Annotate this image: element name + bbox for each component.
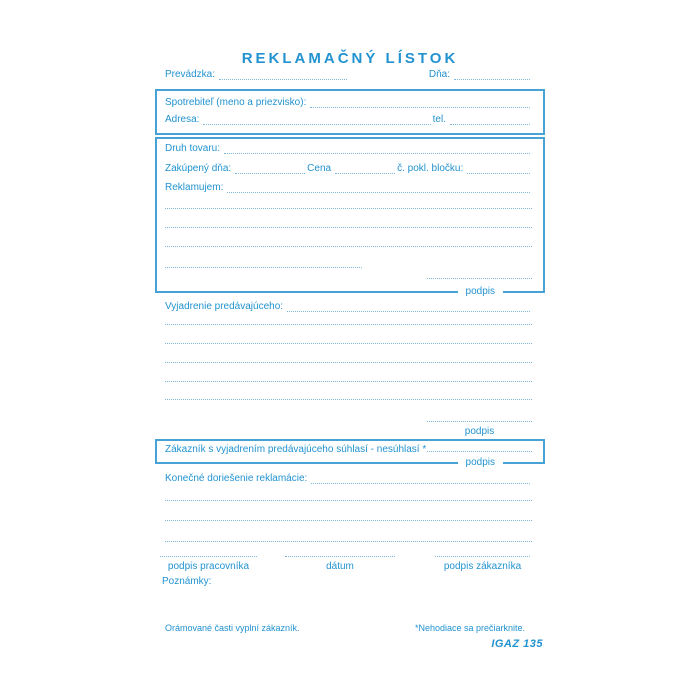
agreement-signature-line [427, 451, 532, 452]
adresa-fill-line [203, 115, 430, 125]
seller-write-line [165, 381, 532, 382]
worker-signature-label: podpis pracovníka [167, 561, 250, 572]
vyjadrenie-label: Vyjadrenie predávajúceho: [165, 301, 284, 312]
reklamujem-label: Reklamujem: [165, 182, 224, 193]
spotrebitel-fill-line [310, 98, 530, 108]
page-title: REKLAMAČNÝ LÍSTOK [241, 50, 459, 67]
form-content [155, 0, 545, 700]
pokl-blocku-label: č. pokl. bločku: [397, 163, 464, 174]
pokl-blocku-fill-line [467, 164, 530, 174]
tel-fill-line [450, 115, 530, 125]
vyjadrenie-fill-line [287, 302, 530, 312]
footer-right-note: *Nehodiace sa prečiarknite. [415, 623, 526, 633]
cena-fill-line [335, 164, 395, 174]
seller-write-line [165, 399, 532, 400]
consumer-box [155, 89, 545, 135]
purchase-row [165, 163, 532, 175]
druh-tovaru-fill-line [224, 144, 530, 154]
tel-label: tel. [432, 114, 446, 125]
complaint-write-line-short [165, 267, 362, 268]
konecne-doriesenie-label: Konečné doriešenie reklamácie: [165, 473, 308, 484]
operation-date-row [165, 69, 532, 81]
resolution-write-line [165, 500, 532, 501]
spotrebitel-label: Spotrebiteľ (meno a priezvisko): [165, 97, 307, 108]
seller-signature-line [427, 421, 532, 422]
complaint-write-line [165, 227, 532, 228]
seller-write-line [165, 362, 532, 363]
resolution-write-line [165, 541, 532, 542]
worker-signature-line [160, 556, 257, 557]
complaint-write-line [165, 246, 532, 247]
konecne-fill-line [311, 474, 530, 484]
seller-statement-row [165, 301, 532, 313]
dna-label: Dňa: [428, 69, 450, 80]
dna-fill-line [454, 70, 530, 80]
cena-label: Cena [307, 163, 332, 174]
date-line [285, 556, 395, 557]
druh-tovaru-label: Druh tovaru: [165, 143, 221, 154]
reklamujem-fill-line [227, 183, 530, 193]
podpis-label: podpis [458, 456, 503, 469]
form-id: IGAZ 135 [491, 638, 543, 650]
complaint-write-line [165, 208, 532, 209]
podpis-label: podpis [464, 426, 495, 437]
customer-signature-label: podpis zákazníka [443, 561, 522, 572]
consumer-address-row [165, 114, 532, 126]
customer-signature-line [435, 556, 530, 557]
reklamujem-row [165, 182, 532, 194]
date-label: dátum [326, 561, 354, 572]
goods-type-row [165, 143, 532, 155]
prevadzka-label: Prevádzka: [165, 69, 216, 80]
agreement-box [155, 439, 545, 468]
footer-left-note: Orámované časti vyplní zákazník. [165, 623, 300, 633]
final-resolution-row [165, 473, 532, 485]
resolution-write-line [165, 520, 532, 521]
zakupeny-fill-line [235, 164, 305, 174]
agreement-label: Zákazník s vyjadrením predávajúceho súhlasí - nesúhlasí * [165, 444, 427, 455]
adresa-label: Adresa: [165, 114, 200, 125]
prevadzka-fill-line [219, 70, 347, 80]
seller-write-line [165, 343, 532, 344]
zakupeny-dna-label: Zakúpený dňa: [165, 163, 232, 174]
seller-write-line [165, 324, 532, 325]
podpis-label: podpis [458, 285, 503, 298]
goods-box [155, 137, 545, 297]
consumer-name-row [165, 97, 532, 109]
customer-signature-line [427, 278, 532, 279]
poznamky-label: Poznámky: [162, 576, 212, 587]
